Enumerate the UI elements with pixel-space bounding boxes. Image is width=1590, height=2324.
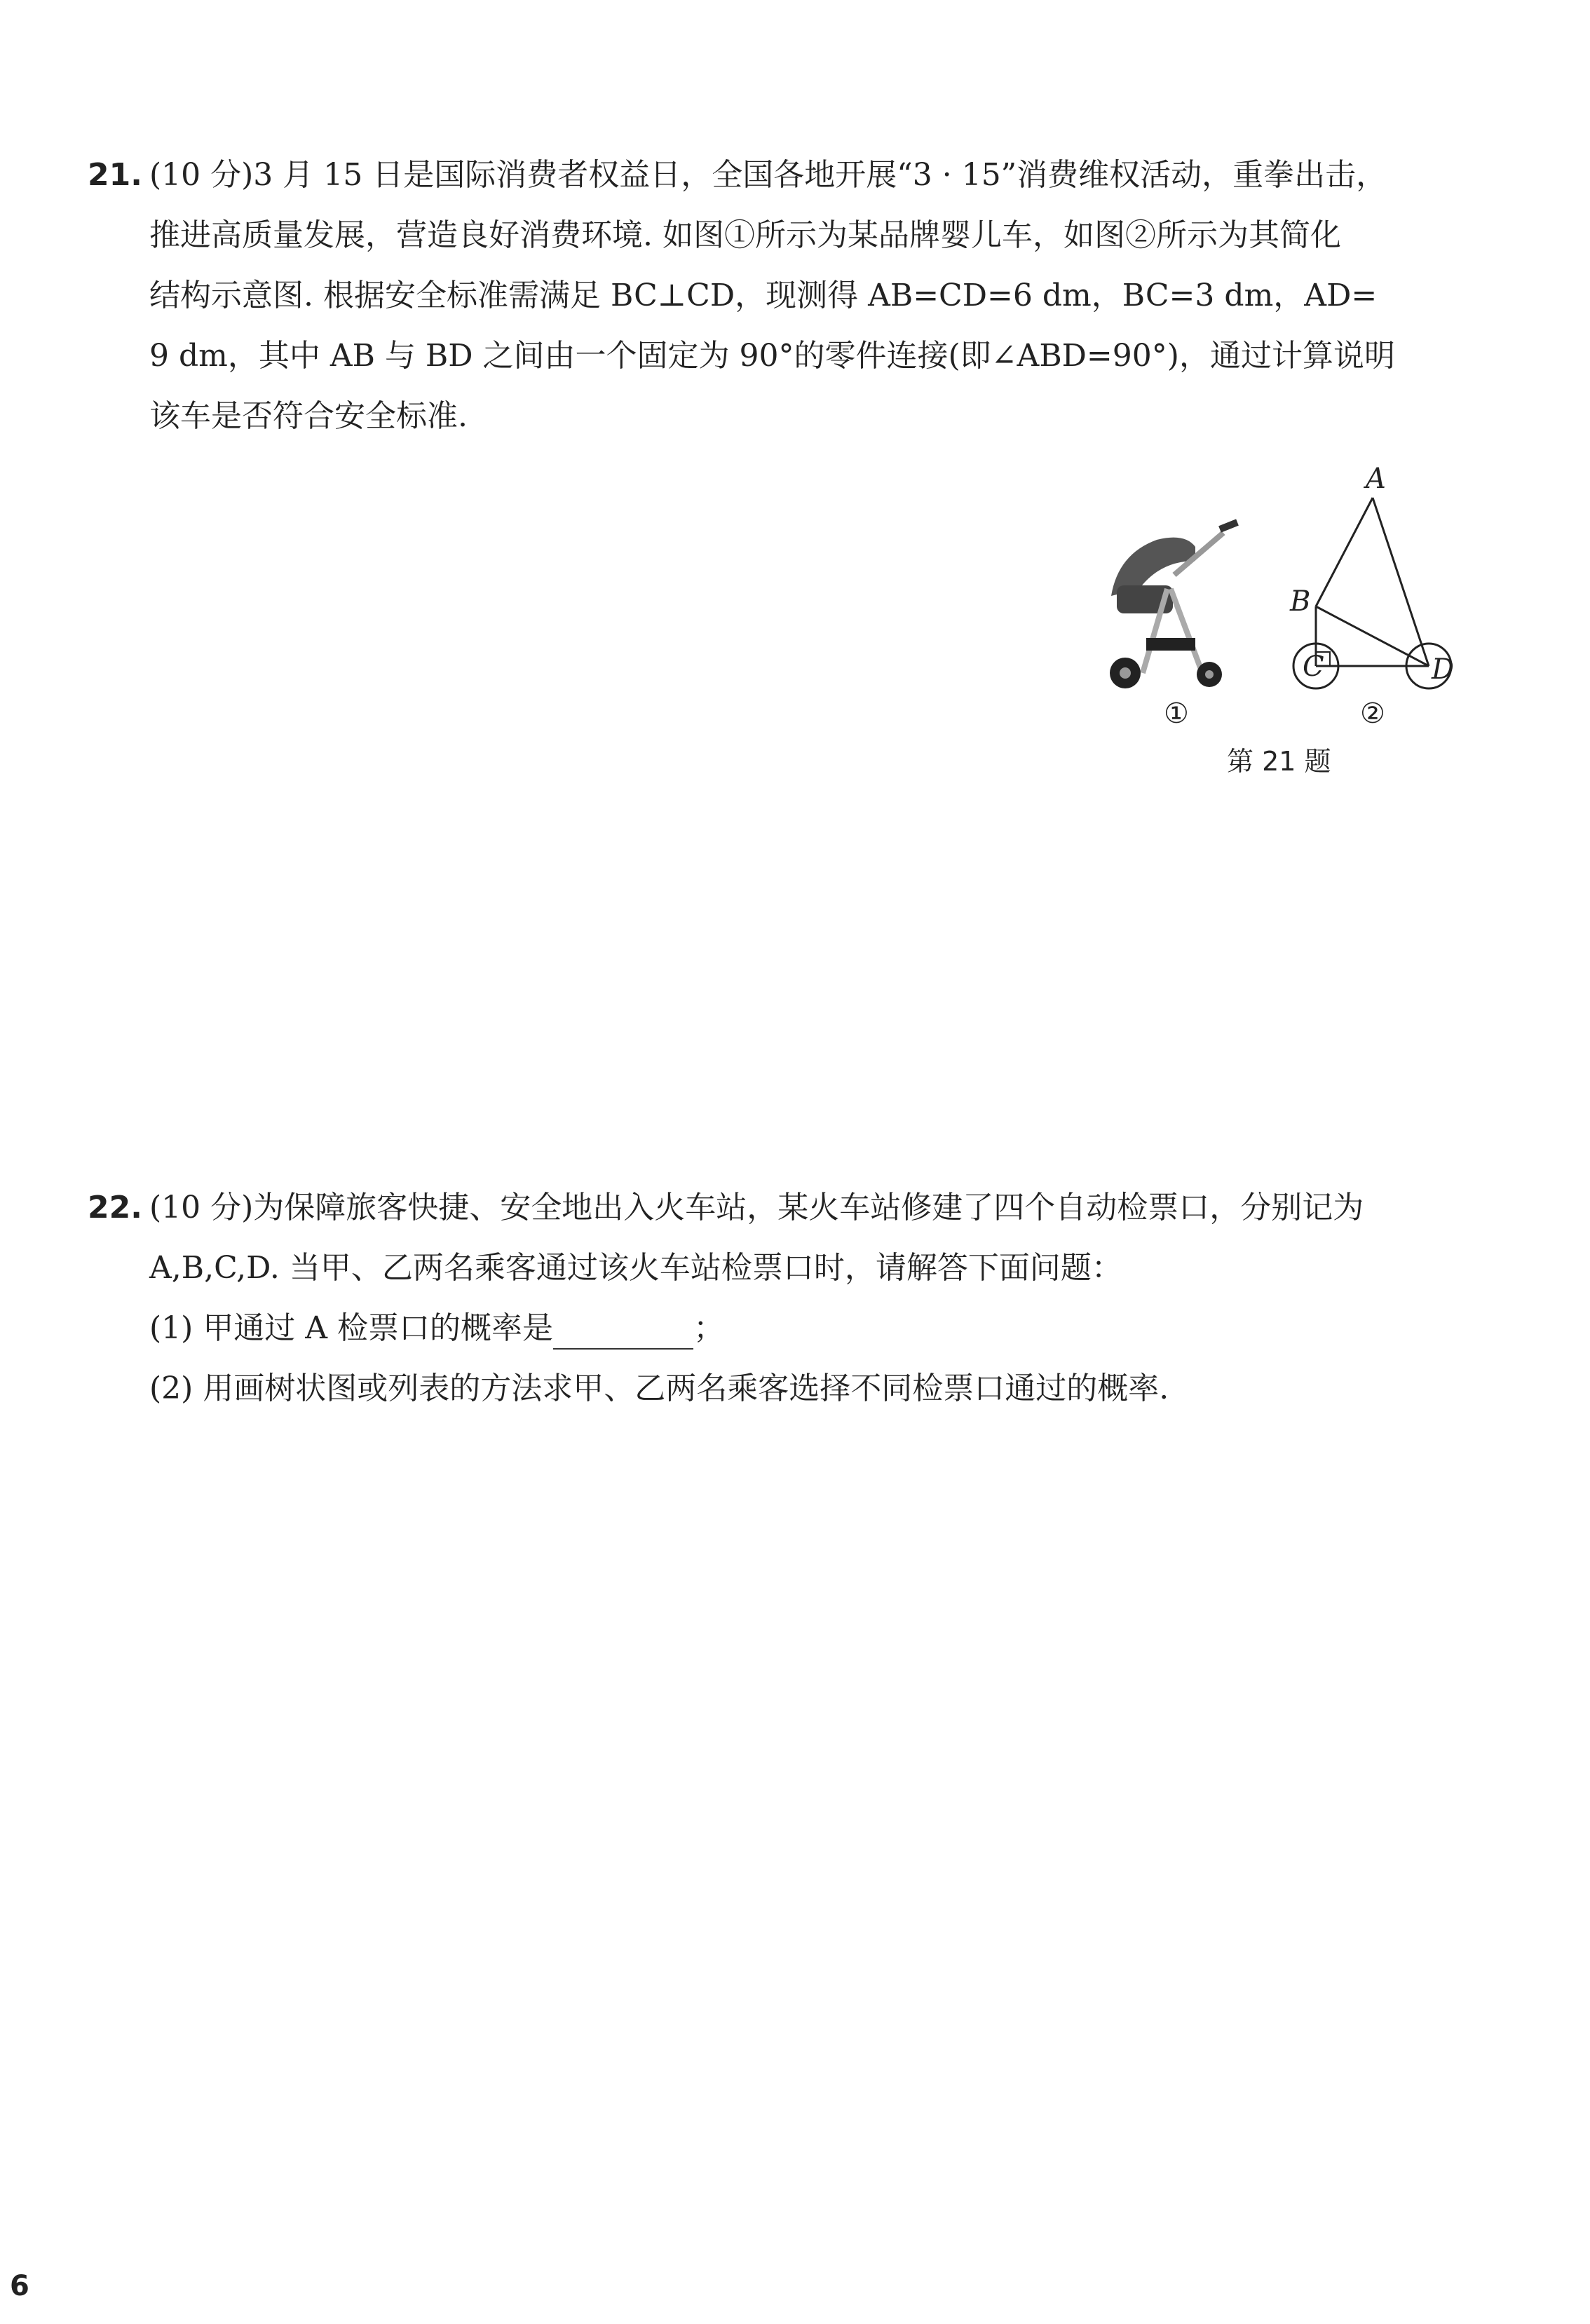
answer-blank[interactable] — [553, 1320, 693, 1350]
question-text-line: (10 分)为保障旅客快捷、安全地出入火车站，某火车站修建了四个自动检票口，分别记为 — [149, 1190, 1364, 1225]
geometry-figure — [1276, 463, 1486, 708]
stroller-figure — [1090, 519, 1258, 694]
figure-label-1: ① — [1164, 698, 1189, 730]
question-number: 22. — [88, 1190, 142, 1225]
point-label-c: C — [1303, 651, 1324, 683]
question-part-1 — [149, 1307, 724, 1350]
question-text-line: 结构示意图. 根据安全标准需满足 BC⊥CD，现测得 AB=CD=6 dm，BC=3 dm，AD= — [149, 278, 1378, 313]
point-label-a: A — [1366, 463, 1386, 495]
figure-caption: 第 21 题 — [1227, 746, 1331, 777]
part-1-end: ； — [693, 1310, 725, 1346]
stroller-icon — [1090, 519, 1258, 694]
question-number: 21. — [88, 157, 142, 193]
part-1-text: (1) 甲通过 A 检票口的概率是 — [149, 1310, 554, 1346]
question-text-line: 该车是否符合安全标准. — [149, 398, 468, 434]
question-text-line: (10 分)3 月 15 日是国际消费者权益日，全国各地开展“3 · 15”消费维权活动，重拳出击， — [149, 157, 1387, 193]
point-label-d: D — [1432, 653, 1455, 686]
question-text-line: 9 dm，其中 AB 与 BD 之间由一个固定为 90°的零件连接(即∠ABD=90°)，通过计算说明 — [149, 338, 1395, 374]
page-number: 6 — [10, 2270, 29, 2302]
question-text-line: 推进高质量发展，营造良好消费环境. 如图①所示为某品牌婴儿车，如图②所示为其简化 — [149, 217, 1341, 253]
question-part-2: (2) 用画树状图或列表的方法求甲、乙两名乘客选择不同检票口通过的概率. — [149, 1371, 1169, 1406]
figure-label-2: ② — [1360, 698, 1385, 730]
question-text-line: A,B,C,D. 当甲、乙两名乘客通过该火车站检票口时，请解答下面问题： — [149, 1250, 1122, 1286]
point-label-b: B — [1290, 585, 1311, 618]
